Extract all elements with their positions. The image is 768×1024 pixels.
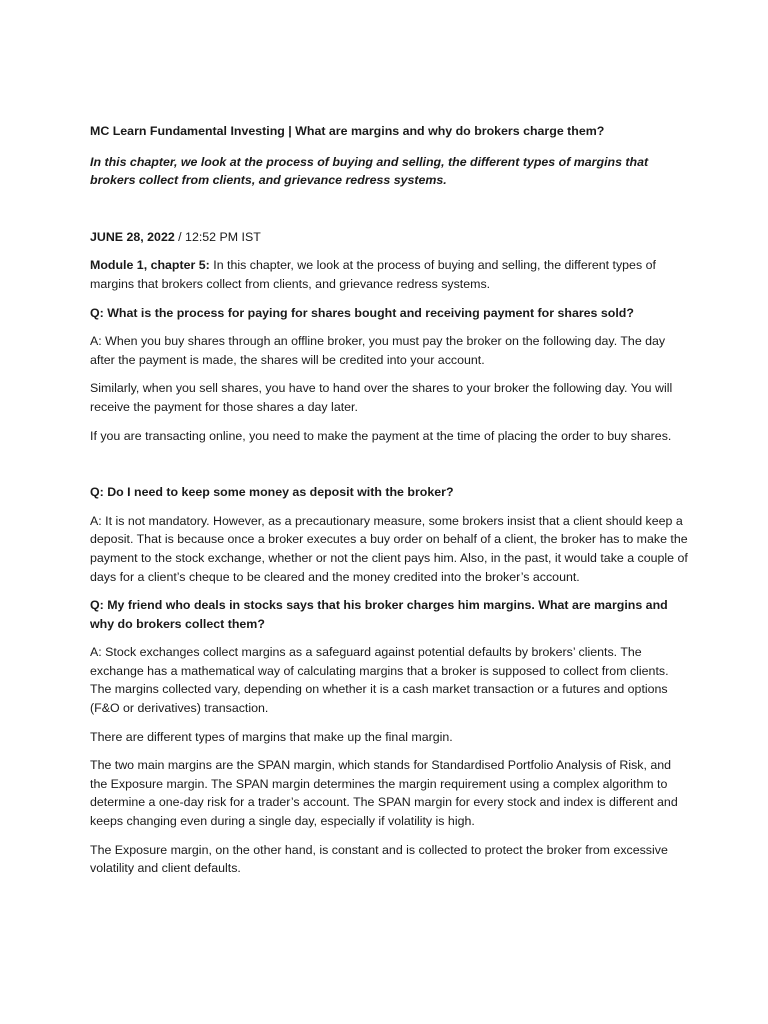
module-intro	[90, 256, 690, 293]
article-title: MC Learn Fundamental Investing | What are margins and why do brokers charge them?	[90, 124, 605, 138]
module-label: Module 1, chapter 5:	[90, 258, 210, 273]
answer-2-paragraph-1: A: It is not mandatory. However, as a precautionary measure, some brokers insist that a client should keep a deposit. That is because once a broker executes a buy order on behalf of a client, the broker has to make the payment to the stock exchange, whether or not the client pays him. Also, in the past, it would take a couple of days for a client’s cheque to be cleared and the money credited into the broker’s account.	[90, 513, 688, 584]
answer-3-paragraph-3: The two main margins are the SPAN margin, which stands for Standardised Portfolio Analysis of Risk, and the Exposure margin. The SPAN margin determines the margin requirement using a complex algorithm to determine a one-day risk for a trader’s account. The SPAN margin for every stock and index is different and keeps changing even during a single day, especially if volatility is high.	[90, 758, 678, 829]
answer-3-paragraph-1: A: Stock exchanges collect margins as a safeguard against potential defaults by brokers’ clients. The exchange has a mathematical way of calculating margins that a broker is supposed to collect from clients. The margins collected vary, depending on whether it is a cash market transaction or a futures and options (F&O or derivatives) transaction.	[90, 645, 669, 716]
answer-1-paragraph-1: A: When you buy shares through an offline broker, you must pay the broker on the following day. The day after the payment is made, the shares will be credited into your account.	[90, 334, 666, 367]
question-2: Q: Do I need to keep some money as deposit with the broker?	[90, 485, 454, 500]
article-lede: In this chapter, we look at the process of buying and selling, the different types of margins that brokers collect from clients, and grievance redress systems.	[90, 154, 649, 188]
question-3: Q: My friend who deals in stocks says that his broker charges him margins. What are margins and why do brokers collect them?	[90, 598, 668, 631]
answer-3-paragraph-4: The Exposure margin, on the other hand, is constant and is collected to protect the broker from excessive volatility and client defaults.	[90, 842, 668, 876]
answer-1-paragraph-2: Similarly, when you sell shares, you have to hand over the shares to your broker the following day. You will receive the payment for those shares a day later.	[90, 381, 673, 414]
publish-date: JUNE 28, 2022	[90, 229, 175, 244]
publish-time: / 12:52 PM IST	[174, 229, 261, 244]
answer-1-paragraph-3: If you are transacting online, you need to make the payment at the time of placing the order to buy shares.	[90, 428, 672, 443]
question-1: Q: What is the process for paying for shares bought and receiving payment for shares sold?	[90, 305, 634, 320]
document-page	[90, 122, 690, 878]
module-text: In this chapter, we look at the process of buying and selling, the different types of margins that brokers collect from clients, and grievance redress systems.	[90, 258, 656, 291]
answer-3-paragraph-2: There are different types of margins that make up the final margin.	[90, 729, 453, 744]
dateline	[90, 228, 690, 247]
